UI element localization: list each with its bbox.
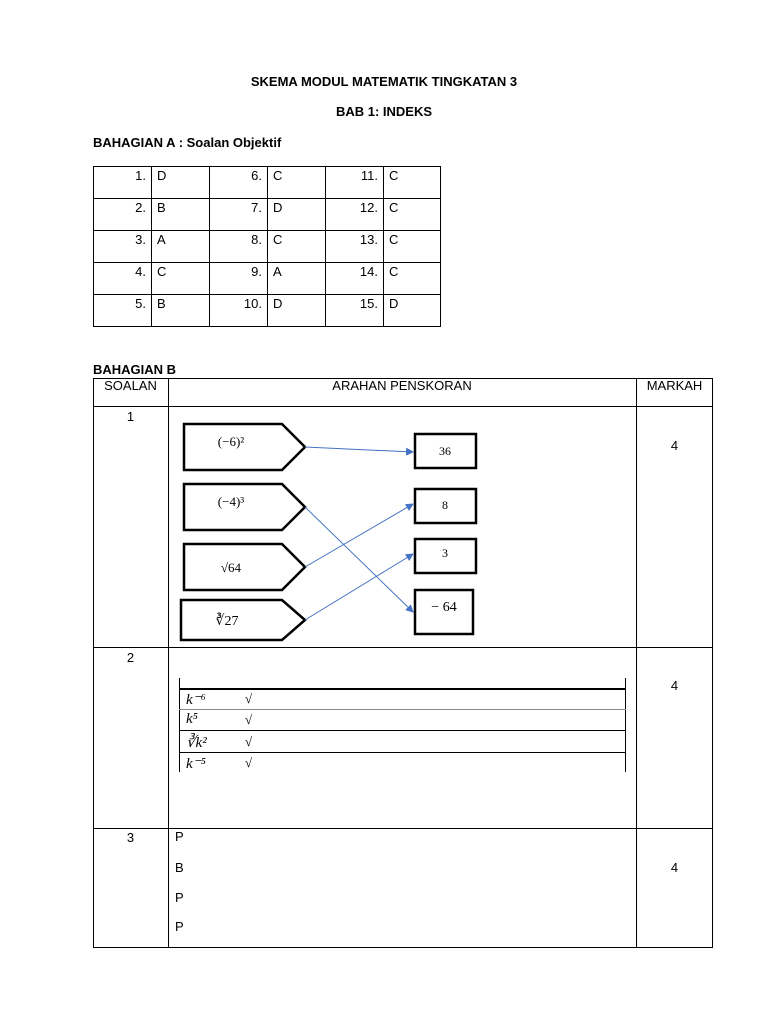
answer: P <box>175 919 184 934</box>
question-number: 4. <box>94 263 152 295</box>
answer: A <box>152 231 210 263</box>
answer: D <box>268 295 326 327</box>
table-border <box>625 678 626 772</box>
q2-answer-table <box>179 678 626 772</box>
header-arahan-penskoran: ARAHAN PENSKORAN <box>332 378 472 393</box>
marks: 4 <box>670 678 679 693</box>
answer: B <box>152 199 210 231</box>
question-number: 1. <box>94 167 152 199</box>
q1-matching-diagram <box>173 414 493 646</box>
answer: C <box>384 199 441 231</box>
expression-shape <box>181 600 305 640</box>
left-expression: (−4)³ <box>217 494 245 509</box>
expression-shape <box>184 484 305 530</box>
column-divider <box>168 378 169 948</box>
answer: P <box>175 829 184 844</box>
answer: C <box>384 167 441 199</box>
tick-mark: √ <box>245 691 253 706</box>
row-divider <box>179 688 626 690</box>
marks: 4 <box>670 860 679 875</box>
section-b-heading: BAHAGIAN B <box>93 362 177 377</box>
table-row <box>94 199 441 231</box>
document-title: SKEMA MODUL MATEMATIK TINGKATAN 3 <box>250 74 518 89</box>
question-number: 6. <box>210 167 268 199</box>
chapter-title: BAB 1: INDEKS <box>335 104 433 119</box>
header-soalan: SOALAN <box>104 378 157 393</box>
expression-shape <box>184 424 305 470</box>
row-divider <box>93 828 713 829</box>
question-number: 15. <box>326 295 384 327</box>
row-divider <box>93 406 713 407</box>
table-row <box>94 263 441 295</box>
answer: C <box>384 263 441 295</box>
question-number: 1 <box>126 409 135 424</box>
question-number: 3. <box>94 231 152 263</box>
answer: C <box>384 231 441 263</box>
table-border <box>179 678 180 772</box>
question-number: 8. <box>210 231 268 263</box>
question-number: 3 <box>126 830 135 845</box>
right-value: − 64 <box>431 600 457 615</box>
expression: k⁻⁵ <box>186 756 206 772</box>
row-divider <box>179 730 626 731</box>
table-row <box>94 167 441 199</box>
answer: D <box>268 199 326 231</box>
question-number: 10. <box>210 295 268 327</box>
expression: k⁻⁶ <box>186 692 206 708</box>
match-arrow <box>305 507 413 612</box>
match-arrow <box>305 554 413 620</box>
question-number: 14. <box>326 263 384 295</box>
question-number: 12. <box>326 199 384 231</box>
answer: B <box>175 860 184 875</box>
question-number: 5. <box>94 295 152 327</box>
question-number: 9. <box>210 263 268 295</box>
answer: P <box>175 890 184 905</box>
tick-mark: √ <box>245 755 253 770</box>
row-divider <box>179 752 626 753</box>
match-arrow <box>305 504 413 567</box>
question-number: 13. <box>326 231 384 263</box>
header-markah: MARKAH <box>646 378 703 393</box>
right-value: 3 <box>442 546 448 560</box>
row-divider <box>179 709 626 710</box>
table-row <box>94 295 441 327</box>
answer: D <box>152 167 210 199</box>
answer: A <box>268 263 326 295</box>
expression: ∛k² <box>186 735 207 751</box>
section-b-marking-table <box>93 378 713 948</box>
question-number: 2 <box>126 650 135 665</box>
expression: k⁵ <box>186 711 198 727</box>
answer: B <box>152 295 210 327</box>
marks: 4 <box>670 438 679 453</box>
left-expression: ∛27 <box>215 614 239 629</box>
answer: C <box>268 167 326 199</box>
right-value: 8 <box>442 498 448 512</box>
question-number: 2. <box>94 199 152 231</box>
answer: D <box>384 295 441 327</box>
question-number: 7. <box>210 199 268 231</box>
left-expression: √64 <box>220 560 242 575</box>
question-number: 11. <box>326 167 384 199</box>
expression-shape <box>184 544 305 590</box>
tick-mark: √ <box>245 734 253 749</box>
section-a-answer-table <box>93 166 441 327</box>
table-row <box>94 231 441 263</box>
tick-mark: √ <box>245 712 253 727</box>
answer: C <box>152 263 210 295</box>
row-divider <box>93 647 713 648</box>
left-expression: (−6)² <box>217 434 245 449</box>
section-a-heading: BAHAGIAN A : Soalan Objektif <box>93 135 282 150</box>
answer: C <box>268 231 326 263</box>
match-arrow <box>305 447 413 452</box>
right-value: 36 <box>439 444 451 458</box>
